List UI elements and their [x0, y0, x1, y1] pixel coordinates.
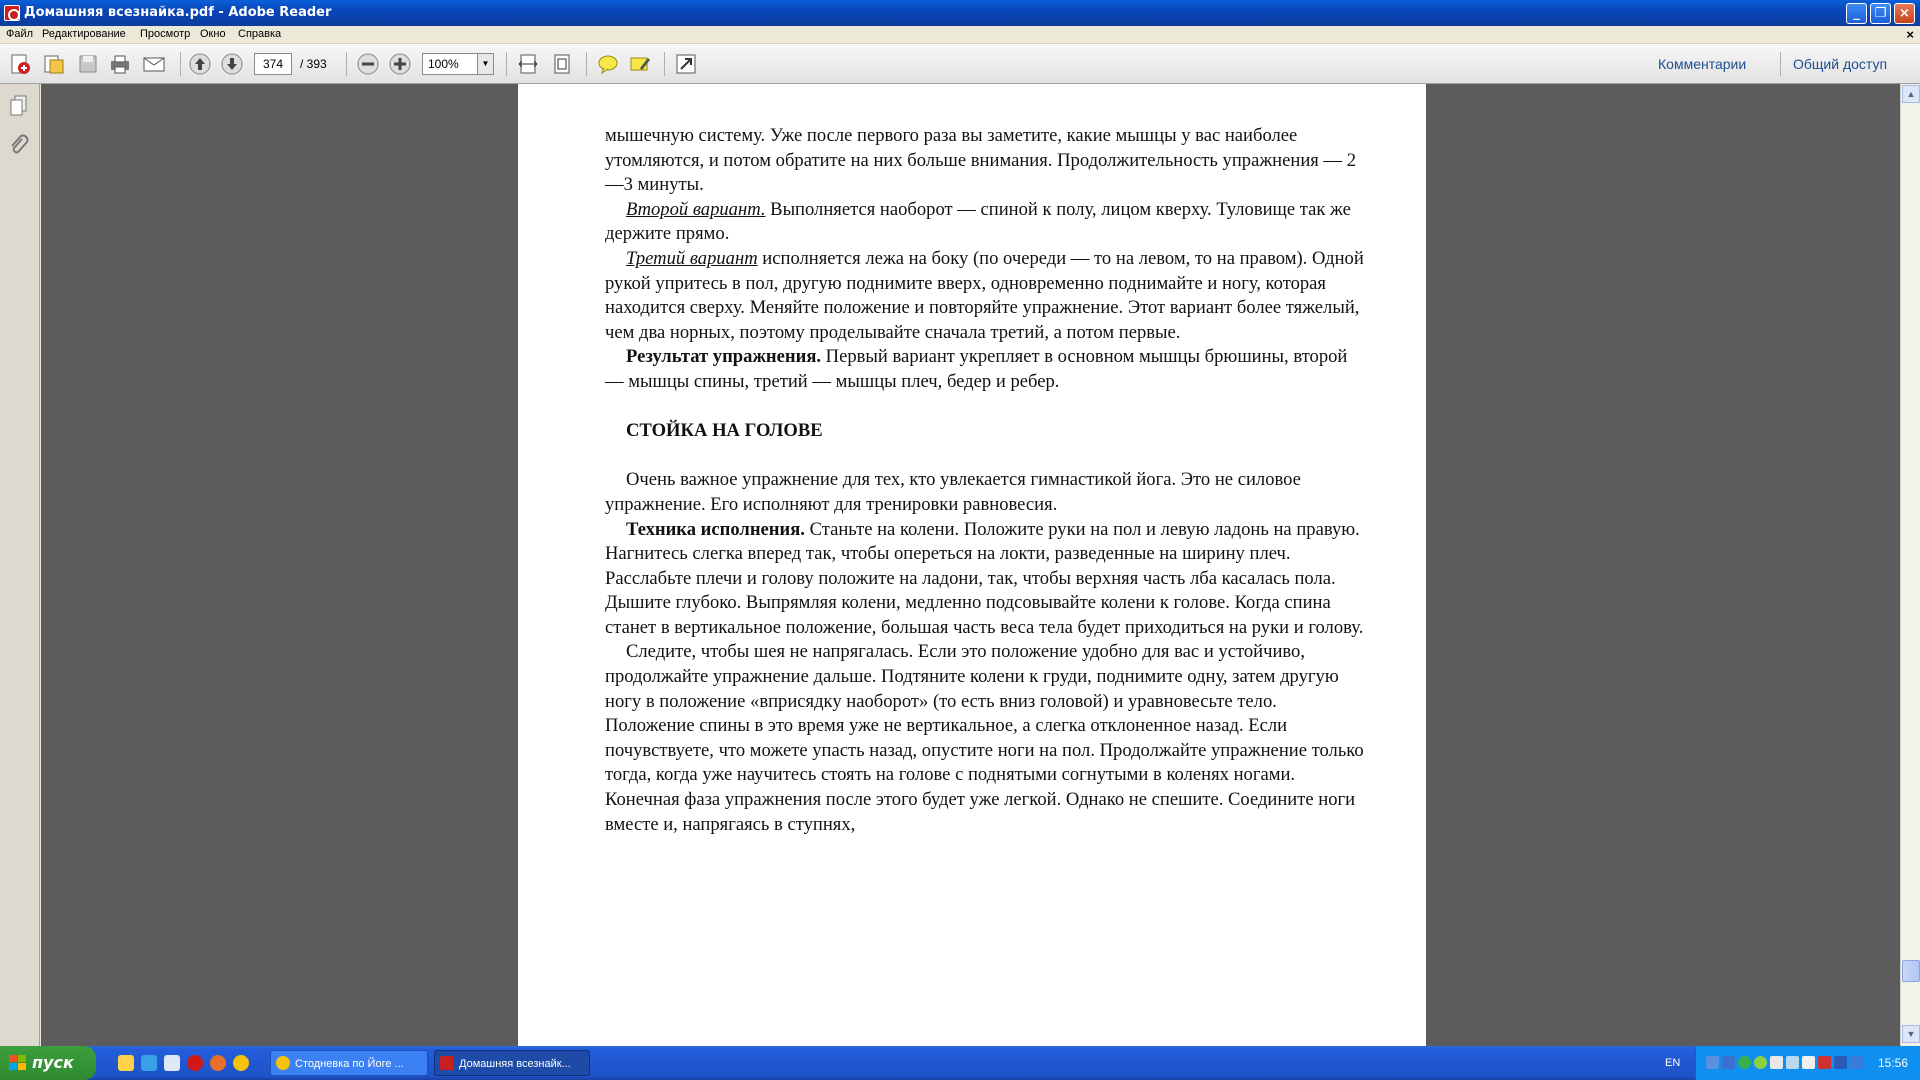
- bold-label: Техника исполнения.: [626, 518, 805, 540]
- vertical-scrollbar[interactable]: [1900, 84, 1920, 1046]
- paragraph: Следите, чтобы шея не напрягалась. Если это положение удобно для вас и устойчиво, продолжайте упражнение дальше. Подтяните колени к груди, поднимите одну, затем другую ногу в положение «вприсядку наоборот» (то есть вниз головой) и уравновесьте тело. Положение спины в это время уже не вертикальное, а слегка отклоненное назад. Если почувствуете, что можете упасть назад, опустите ноги на пол. Продолжайте упражнение только тогда, когда уже научитесь стоять на голове с поднятыми согнутыми в коленях ногами. Конечная фаза упражнения после этого будет уже легкой. Однако не спешите. Соедините ноги вместе и, напрягаясь в ступнях,: [605, 641, 1364, 835]
- clock[interactable]: 15:56: [1877, 1056, 1908, 1070]
- zoom-value: 100%: [428, 57, 459, 71]
- taskbar-item-chrome[interactable]: [270, 1050, 428, 1076]
- paragraph: [605, 198, 1365, 247]
- adobe-reader-icon[interactable]: [4, 5, 20, 21]
- fit-page-icon[interactable]: [550, 52, 574, 76]
- variant-label: Второй вариант.: [626, 198, 766, 220]
- paragraph: [605, 345, 1365, 394]
- zoom-select[interactable]: [422, 53, 494, 75]
- window-title: Домашняя всезнайка.pdf - Adobe Reader: [24, 5, 332, 20]
- fit-width-icon[interactable]: [516, 52, 540, 76]
- close-button[interactable]: ×: [1894, 3, 1915, 24]
- email-icon[interactable]: [142, 52, 166, 76]
- paragraph: мышечную систему. Уже после первого раза вы заметите, какие мышцы у вас наиболее утомляются, и потом обратите на них больше внимания. Продолжительность упражнения — 2—3 минуты.: [605, 125, 1357, 196]
- navigation-panel: [0, 84, 40, 1046]
- attachments-icon[interactable]: [8, 134, 30, 158]
- comment-icon[interactable]: [596, 52, 620, 76]
- flag-icon[interactable]: [1802, 1056, 1815, 1069]
- taskbar-item-adobe-reader[interactable]: [434, 1050, 590, 1076]
- start-button[interactable]: [0, 1046, 96, 1080]
- tray-app-icon[interactable]: [1834, 1056, 1847, 1069]
- paragraph-text: Станьте на колени. Положите руки на пол и левую ладонь на правую. Нагнитесь слегка вперед так, чтобы опереться на локти, разведенные на ширину плеч. Расслабьте плечи и голову положите на ладони, так, чтобы верхняя часть лба касалась пола. Дышите глубоко. Выпрямляя колени, медленно подсовывайте колени к голове. Когда спина станет в вертикальное положение, большая часть веса тела будет приходиться на руки и голову.: [605, 518, 1364, 638]
- section-heading: СТОЙКА НА ГОЛОВЕ: [626, 420, 823, 442]
- toolbar-separator: [586, 52, 587, 76]
- system-tray: [1695, 1046, 1920, 1080]
- tray-app-icon[interactable]: [1786, 1056, 1799, 1069]
- opera-icon[interactable]: [187, 1055, 203, 1071]
- quicklaunch-icon[interactable]: [118, 1055, 134, 1071]
- paragraph: [605, 247, 1365, 345]
- scroll-up-button[interactable]: ▲: [1902, 85, 1920, 103]
- title-bar: [0, 0, 1920, 26]
- tray-app-icon[interactable]: [1738, 1056, 1751, 1069]
- scroll-thumb[interactable]: [1902, 960, 1920, 982]
- toolbar-separator: [1780, 52, 1781, 76]
- toolbar-separator: [180, 52, 181, 76]
- toolbar-separator: [664, 52, 665, 76]
- comments-link[interactable]: Комментарии: [1658, 56, 1747, 72]
- chrome-icon[interactable]: [233, 1055, 249, 1071]
- menu-window[interactable]: Окно: [200, 28, 226, 40]
- previous-page-icon[interactable]: [188, 52, 212, 76]
- adobe-reader-icon: [440, 1056, 454, 1070]
- menu-view[interactable]: Просмотр: [140, 28, 191, 40]
- menu-file[interactable]: Файл: [6, 28, 34, 40]
- tray-app-icon[interactable]: [1850, 1056, 1863, 1069]
- page-content: [605, 124, 1365, 837]
- firefox-icon[interactable]: [210, 1055, 226, 1071]
- paragraph-text: исполняется лежа на боку (по очереди — то на левом, то на правом). Одной рукой упритесь в пол, другую поднимите вверх, одновременно поднимайте и ногу, которая находится сверху. Меняйте положение и повторяйте упражнение. Этот вариант более тяжелый, чем два норных, поэтому проделывайте сначала третий, а потом первые.: [605, 247, 1364, 343]
- open-icon[interactable]: [42, 52, 66, 76]
- task-label: Домашняя всезнайк...: [459, 1058, 571, 1070]
- share-link[interactable]: Общий доступ: [1793, 56, 1888, 72]
- tray-app-icon[interactable]: [1754, 1056, 1767, 1069]
- create-pdf-icon[interactable]: [8, 52, 32, 76]
- highlight-icon[interactable]: [628, 52, 652, 76]
- menu-edit[interactable]: Редактирование: [42, 28, 126, 40]
- paragraph: Очень важное упражнение для тех, кто увлекается гимнастикой йога. Это не силовое упражнение. Его исполняют для тренировки равновесия.: [605, 469, 1301, 515]
- next-page-icon[interactable]: [220, 52, 244, 76]
- internet-explorer-icon[interactable]: [141, 1055, 157, 1071]
- chevron-down-icon[interactable]: ▼: [477, 54, 493, 74]
- toolbar-separator: [506, 52, 507, 76]
- document-area[interactable]: [41, 84, 1900, 1046]
- speaker-icon[interactable]: [1770, 1056, 1783, 1069]
- paragraph: [605, 518, 1365, 641]
- zoom-in-icon[interactable]: [388, 52, 412, 76]
- paragraph-text: Выполняется наоборот — спиной к полу, лицом кверху. Туловище так же держите прямо.: [605, 198, 1351, 245]
- start-label: пуск: [32, 1053, 74, 1072]
- minimize-button[interactable]: _: [1846, 3, 1867, 24]
- chrome-icon: [276, 1056, 290, 1070]
- task-label: Стодневка по Йоге ...: [295, 1058, 404, 1070]
- menu-bar: [0, 26, 1920, 44]
- save-icon[interactable]: [76, 52, 100, 76]
- show-desktop-icon[interactable]: [164, 1055, 180, 1071]
- bold-label: Результат упражнения.: [626, 346, 822, 368]
- language-indicator[interactable]: EN: [1665, 1057, 1681, 1069]
- scroll-down-button[interactable]: ▼: [1902, 1025, 1920, 1043]
- tray-app-icon[interactable]: [1818, 1056, 1831, 1069]
- pages-icon[interactable]: [8, 94, 30, 118]
- network-icon[interactable]: [1706, 1056, 1719, 1069]
- variant-label: Третий вариант: [626, 247, 758, 269]
- maximize-button[interactable]: ❐: [1870, 3, 1891, 24]
- tray-app-icon[interactable]: [1722, 1056, 1735, 1069]
- document-close-button[interactable]: ×: [1906, 27, 1914, 42]
- menu-help[interactable]: Справка: [238, 28, 282, 40]
- toolbar: [0, 44, 1920, 84]
- page-number-input[interactable]: 374: [254, 53, 292, 75]
- zoom-out-icon[interactable]: [356, 52, 380, 76]
- taskbar: [0, 1046, 1920, 1080]
- page-total: / 393: [300, 57, 327, 71]
- expand-icon[interactable]: [674, 52, 698, 76]
- paragraph-text: Первый вариант укрепляет в основном мышцы брюшины, второй — мышцы спины, третий — мышцы плеч, бедер и ребер.: [605, 346, 1348, 392]
- windows-flag-icon: [9, 1055, 27, 1071]
- pdf-page: [518, 84, 1426, 1046]
- print-icon[interactable]: [108, 52, 132, 76]
- toolbar-separator: [346, 52, 347, 76]
